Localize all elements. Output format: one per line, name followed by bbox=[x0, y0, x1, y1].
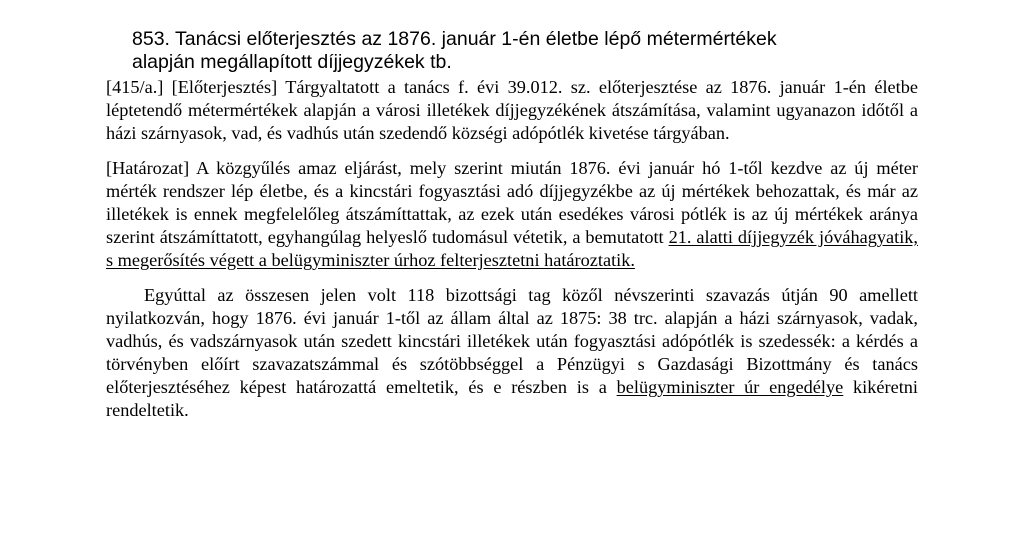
title-line-2: alapján megállapított díjjegyzékek tb. bbox=[132, 51, 452, 73]
vote-text: Egyúttal az összesen jelen volt 118 bizottsági tag közől névszerinti szavazás útján 90 amellett nyilatkozván, hogy 1876. évi január 1-től az állam által az 1875: 38 trc. alapján a házi szárnyasok, vadak, vadhús, és vadszárnyasok után szedett kincstári illetékek után fogyasztási adópótlék is szedessék: a kérdés a törvényben előírt szavazatszámmal és szótöbbséggel a Pénzügyi s Gazdasági Bizottmány és tanács előterjesztéséhez képest határozattá emeltetik, és e részben is a bbox=[106, 285, 918, 397]
title-line-1: 853. Tanácsi előterjesztés az 1876. január 1-én életbe lépő métermértékek bbox=[132, 28, 777, 50]
paragraph-vote bbox=[106, 284, 918, 422]
paragraph-resolution bbox=[106, 157, 918, 272]
paragraph-proposal: [415/a.] [Előterjesztés] Tárgyaltatott a tanács f. évi 39.012. sz. előterjesztése az 1876. január 1-én életbe léptetendő métermértékek alapján a városi illetékek díjjegyzékének átszámítása, valamint ugyanazon időtől a házi szárnyasok, vad, és vadhús után szedendő községi adópótlék kivetése tárgyában. bbox=[106, 77, 918, 143]
vote-underlined-text: belügyminiszter úr engedélye bbox=[616, 377, 844, 397]
document-title bbox=[106, 28, 918, 74]
vote-text-end: kikéretni rendeltetik. bbox=[106, 377, 919, 420]
document-page bbox=[106, 28, 918, 422]
resolution-underlined-text: 21. alatti díjjegyzék jóváhagyatik, s megerősítés végett a belügyminiszter úrhoz felterjesztetni határoztatik. bbox=[106, 227, 918, 270]
resolution-text: [Határozat] A közgyűlés amaz eljárást, mely szerint miután 1876. évi január hó 1-től kezdve az új méter mérték rendszer lép életbe, és a kincstári fogyasztási adó díjjegyzékbe az új mértékek behozattak, és már az illetékek is ennek megfelelőleg átszámíttattak, az ezek után esedékes városi pótlék is az új mértékek aránya szerint átszámíttatott, egyhangúlag helyeslő tudomásul vétetik, a bemutatott bbox=[106, 158, 918, 247]
